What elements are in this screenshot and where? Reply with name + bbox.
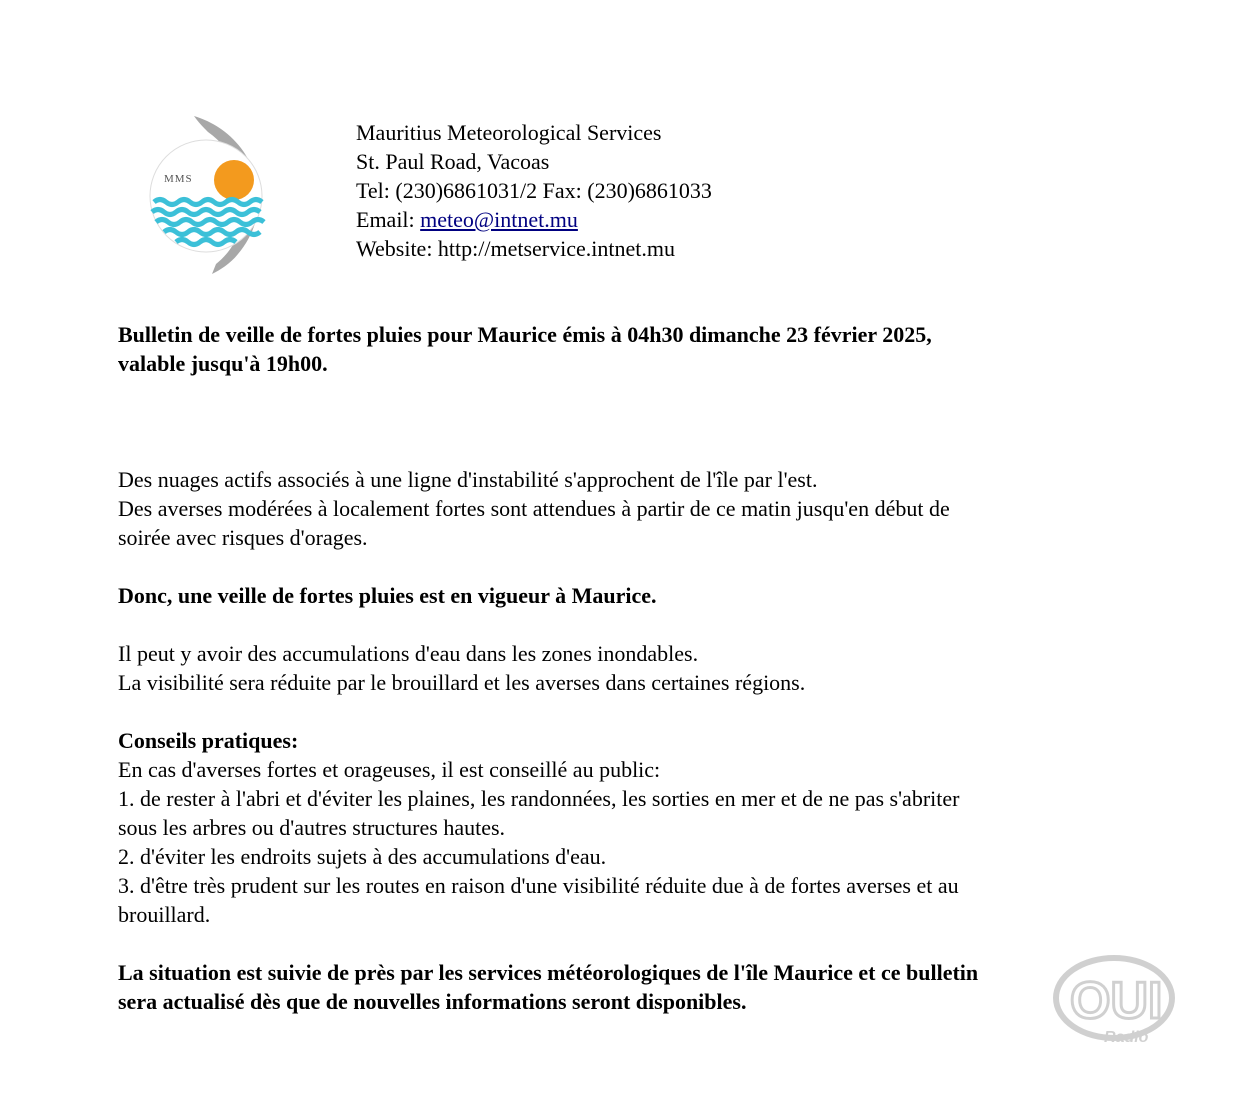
closing-statement: sera actualisé dès que de nouvelles informations seront disponibles. [118,989,747,1014]
paragraph-line: La visibilité sera réduite par le brouillard et les averses dans certaines régions. [118,670,806,695]
advice-item: 2. d'éviter les endroits sujets à des accumulations d'eau. [118,844,607,869]
mms-logo [142,116,270,276]
advice-item: 1. de rester à l'abri et d'éviter les plaines, les randonnées, les sorties en mer et de ne pas s'abriter [118,786,960,811]
closing-statement: La situation est suivie de près par les services météorologiques de l'île Maurice et ce bulletin [118,960,979,985]
radio-watermark-logo [1052,952,1182,1052]
email-label: Email: [356,207,421,232]
org-name: Mauritius Meteorological Services [356,120,662,145]
bulletin-title-line2: valable jusqu'à 19h00. [118,351,328,376]
advice-item: sous les arbres ou d'autres structures hautes. [118,815,506,840]
paragraph-line: soirée avec risques d'orages. [118,525,368,550]
advice-item: 3. d'être très prudent sur les routes en raison d'une visibilité réduite due à de fortes averses et au [118,873,959,898]
paragraph-line: Des averses modérées à localement fortes sont attendues à partir de ce matin jusqu'en début de [118,496,950,521]
watermark-main-text: OUI [1070,972,1163,1030]
watermark-sub-text: Radio [1104,1029,1149,1046]
advice-item: brouillard. [118,902,211,927]
logo-sun [214,160,254,200]
letterhead [356,118,712,263]
email-link[interactable]: meteo@intnet.mu [420,207,578,232]
org-email-line [356,205,712,234]
advice-intro: En cas d'averses fortes et orageuses, il est conseillé au public: [118,757,661,782]
warning-statement: Donc, une veille de fortes pluies est en vigueur à Maurice. [118,583,657,608]
logo-text: MMS [164,173,193,185]
paragraph-line: Des nuages actifs associés à une ligne d'instabilité s'approchent de l'île par l'est. [118,467,818,492]
org-phone: Tel: (230)6861031/2 Fax: (230)6861033 [356,178,712,203]
org-address: St. Paul Road, Vacoas [356,149,550,174]
bulletin-title-line1: Bulletin de veille de fortes pluies pour Maurice émis à 04h30 dimanche 23 février 2025, [118,322,932,347]
advice-heading: Conseils pratiques: [118,728,299,753]
org-website: Website: http://metservice.intnet.mu [356,236,675,261]
paragraph-line: Il peut y avoir des accumulations d'eau dans les zones inondables. [118,641,699,666]
bulletin-body [118,320,1118,1016]
